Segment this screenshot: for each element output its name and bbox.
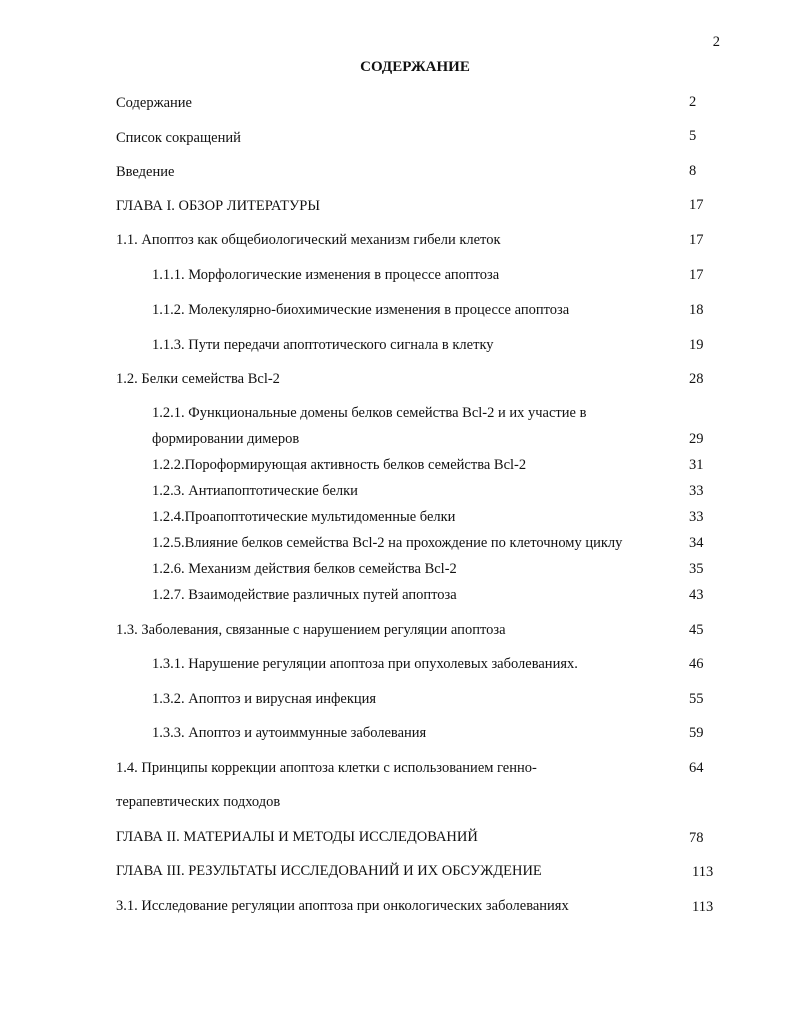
toc-entry-page: 113 xyxy=(692,899,714,915)
toc-entry-title: 1.2.6. Механизм действия белков семейства Bcl-2 xyxy=(152,561,457,577)
toc-entry-page: 8 xyxy=(689,163,697,179)
toc-entry-page: 113 xyxy=(692,864,714,880)
toc-entry-title: ГЛАВА III. РЕЗУЛЬТАТЫ ИССЛЕДОВАНИЙ И ИХ ОБСУЖДЕНИЕ xyxy=(116,863,542,879)
toc-entry-page: 28 xyxy=(689,371,704,387)
toc-entry-page: 35 xyxy=(689,561,704,577)
toc-entry-page: 46 xyxy=(689,656,704,672)
toc-entry-title: 3.1. Исследование регуляции апоптоза при онкологических заболеваниях xyxy=(116,898,569,914)
toc-entry-title: ГЛАВА II. МАТЕРИАЛЫ И МЕТОДЫ ИССЛЕДОВАНИЙ xyxy=(116,829,478,845)
toc-entry-title: 1.1. Апоптоз как общебиологический механизм гибели клеток xyxy=(116,232,501,248)
toc-entry-title: 1.2.2.Пороформирующая активность белков семейства Bcl-2 xyxy=(152,457,527,473)
toc-entry-title: Список сокращений xyxy=(116,130,241,146)
toc-entry-page: 17 xyxy=(689,197,704,213)
toc-entry-title: 1.3. Заболевания, связанные с нарушением регуляции апоптоза xyxy=(116,622,506,638)
toc-entry-page: 34 xyxy=(689,535,704,551)
page-title: СОДЕРЖАНИЕ xyxy=(360,59,470,75)
toc-entry-title: 1.4. Принципы коррекции апоптоза клетки с использованием генно- xyxy=(116,760,537,776)
toc-entry-title: 1.2.4.Проапоптотические мультидоменные белки xyxy=(152,509,456,525)
page-number: 2 xyxy=(712,34,720,50)
toc-entry-title: 1.3.3. Апоптоз и аутоиммунные заболевания xyxy=(152,725,427,741)
toc-entry-title: 1.1.1. Морфологические изменения в процессе апоптоза xyxy=(152,267,500,283)
toc-entry-page: 45 xyxy=(689,622,704,638)
toc-entry-page: 59 xyxy=(689,725,704,741)
toc-entry-page: 64 xyxy=(689,760,704,776)
toc-entry-title: Содержание xyxy=(116,95,192,111)
toc-entry-title: 1.2.5.Влияние белков семейства Bcl-2 на прохождение по клеточному циклу xyxy=(152,535,623,551)
toc-entry-title: 1.2. Белки семейства Bcl-2 xyxy=(116,371,280,387)
toc-entry-title: 1.3.1. Нарушение регуляции апоптоза при опухолевых заболеваниях. xyxy=(152,656,578,672)
toc-entry-page: 17 xyxy=(689,232,704,248)
toc-entry-page: 33 xyxy=(689,509,704,525)
toc-entry-title-continued: формировании димеров xyxy=(152,431,300,447)
toc-entry-title: 1.1.2. Молекулярно-биохимические изменения в процессе апоптоза xyxy=(152,302,570,318)
toc-entry-page: 19 xyxy=(689,337,704,353)
toc-entry-title: 1.2.1. Функциональные домены белков семейства Bcl-2 и их участие в xyxy=(152,405,587,421)
toc-entry-page: 18 xyxy=(689,302,704,318)
toc-entry-page: 33 xyxy=(689,483,704,499)
toc-entry-page: 5 xyxy=(689,128,697,144)
toc-entry-title: 1.1.3. Пути передачи апоптотического сигнала в клетку xyxy=(152,337,494,353)
toc-entry-page: 29 xyxy=(689,431,704,447)
toc-entry-title-continued: терапевтических подходов xyxy=(116,794,281,810)
toc-entry-page: 2 xyxy=(689,94,697,110)
toc-entry-title: 1.2.7. Взаимодействие различных путей апоптоза xyxy=(152,587,457,603)
toc-entry-page: 17 xyxy=(689,267,704,283)
toc-entry-title: Введение xyxy=(116,164,175,180)
toc-entry-page: 31 xyxy=(689,457,704,473)
toc-entry-page: 55 xyxy=(689,691,704,707)
toc-entry-title: 1.2.3. Антиапоптотические белки xyxy=(152,483,358,499)
toc-entry-page: 78 xyxy=(689,830,704,846)
toc-entry-title: ГЛАВА I. ОБЗОР ЛИТЕРАТУРЫ xyxy=(116,198,321,214)
toc-entry-page: 43 xyxy=(689,587,704,603)
toc-entry-title: 1.3.2. Апоптоз и вирусная инфекция xyxy=(152,691,377,707)
